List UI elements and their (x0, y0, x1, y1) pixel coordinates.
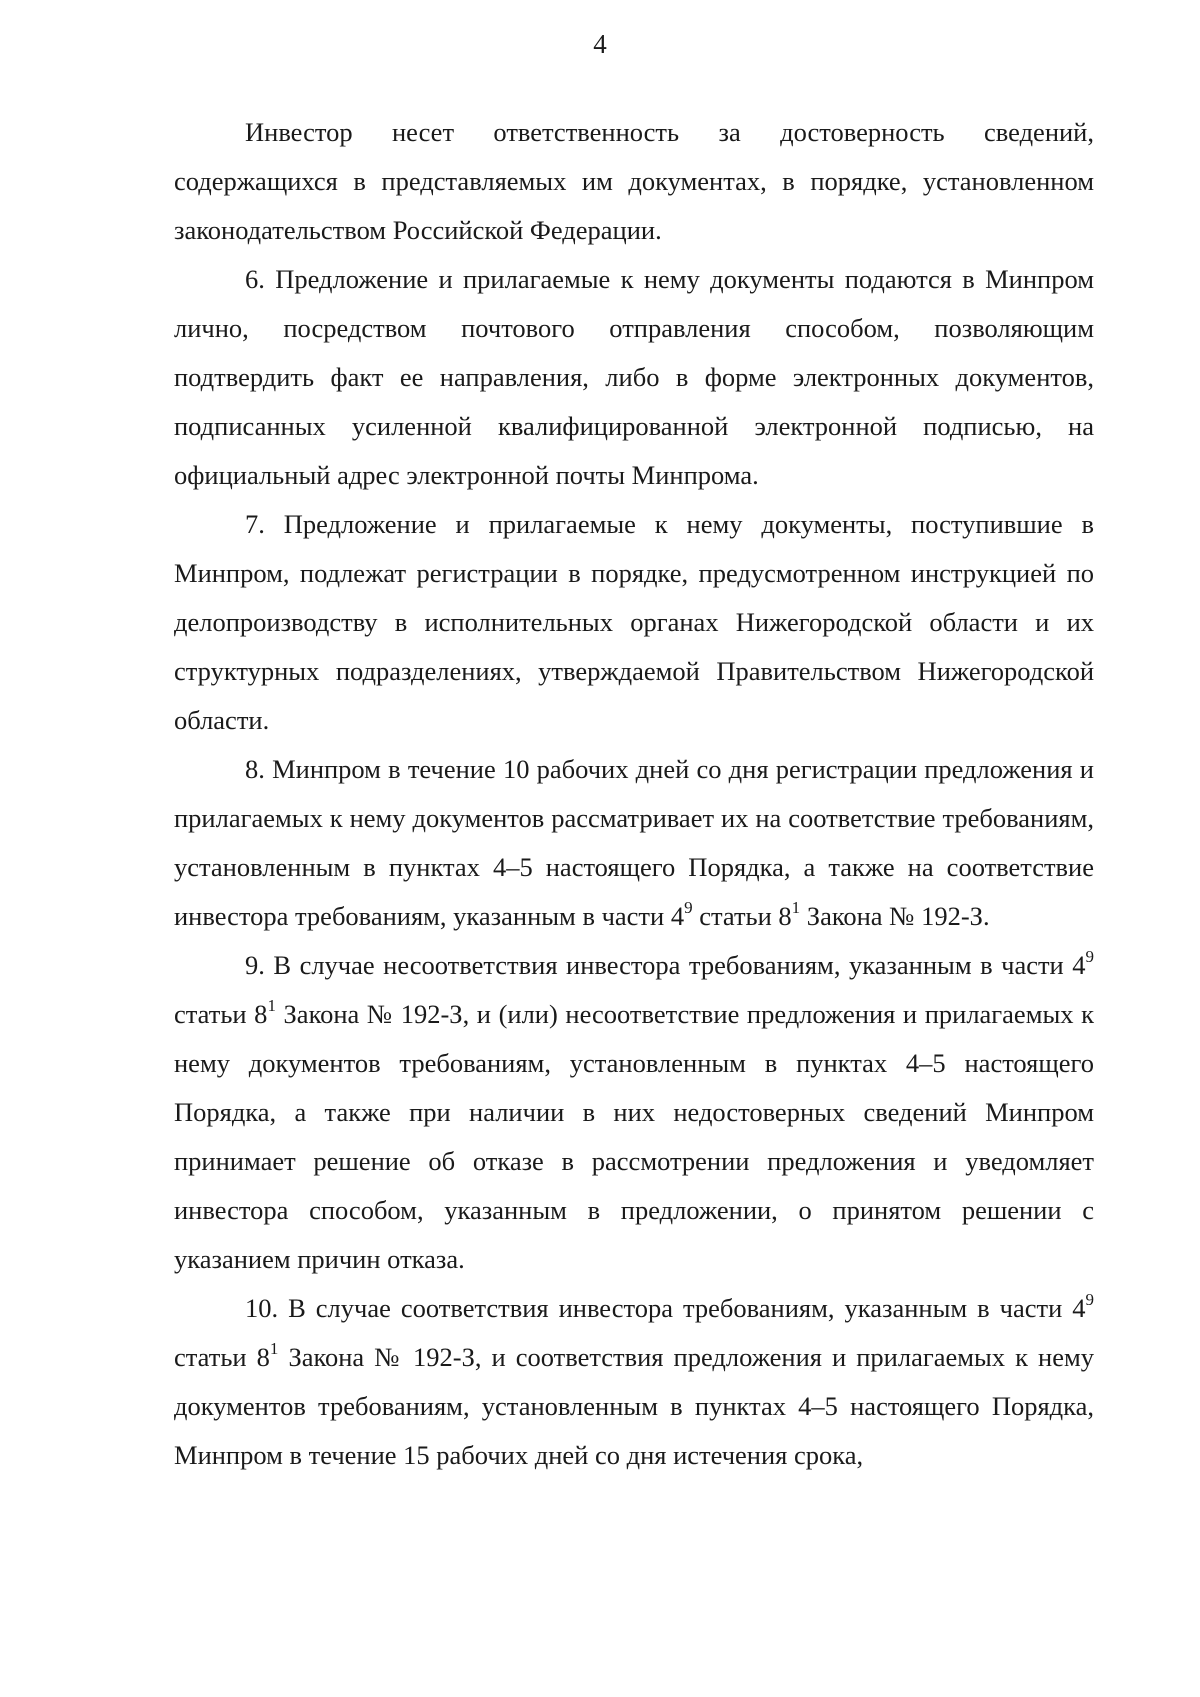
page-number: 4 (593, 29, 607, 59)
text-run: 7. Предложение и прилагаемые к нему документы, поступившие в Минпром, подлежат регистрации в порядке, предусмотренном инструкцией по делопроизводству в исполнительных органах Нижегородской области и их структурных подразделениях, утверждаемой Правительством Нижегородской области. (174, 509, 1094, 735)
superscript: 1 (267, 996, 276, 1016)
text-run: статьи 8 (692, 901, 792, 931)
superscript: 1 (791, 898, 801, 918)
superscript: 1 (269, 1339, 279, 1359)
paragraph-item-6 (174, 255, 1094, 500)
paragraph-investor-responsibility (174, 108, 1094, 255)
superscript: 9 (684, 898, 693, 918)
paragraph-item-10 (174, 1284, 1094, 1480)
text-run: Инвестор несет ответственность за достоверность сведений, содержащихся в представляемых им документах, в порядке, установленном законодательством Российской Федерации. (174, 117, 1094, 245)
text-run: 10. В случае соответствия инвестора требованиям, указанным в части 4 (245, 1293, 1086, 1323)
text-run: Закона № 192-З, и соответствия предложения и прилагаемых к нему документов требованиям, установленным в пунктах 4–5 настоящего Порядка, Минпром в течение 15 рабочих дней со дня истечения срока, (174, 1342, 1094, 1470)
paragraph-item-8 (174, 745, 1094, 941)
paragraph-item-9 (174, 941, 1094, 1284)
text-run: 9. В случае несоответствия инвестора требованиям, указанным в части 4 (245, 950, 1086, 980)
text-run: Закона № 192-З, и (или) несоответствие предложения и прилагаемых к нему документов требованиям, установленным в пунктах 4–5 настоящего Порядка, а также при наличии в них недостоверных сведений Минпром принимает решение об отказе в рассмотрении предложения и уведомляет инвестора способом, указанным в предложении, о принятом решении с указанием причин отказа. (174, 999, 1094, 1274)
text-run: 6. Предложение и прилагаемые к нему документы подаются в Минпром лично, посредством почтового отправления способом, позволяющим подтвердить факт ее направления, либо в форме электронных документов, подписанных усиленной квалифицированной электронной подписью, на официальный адрес электронной почты Минпрома. (174, 264, 1094, 490)
text-run: Закона № 192-З. (800, 901, 990, 931)
superscript: 9 (1085, 1290, 1094, 1310)
text-run: 8. Минпром в течение 10 рабочих дней со дня регистрации предложения и прилагаемых к нему документов рассматривает их на соответствие требованиям, установленным в пунктах 4–5 настоящего Порядка, а также на соответствие инвестора требованиям, указанным в части 4 (174, 754, 1094, 931)
text-run: статьи 8 (174, 1342, 270, 1372)
text-run: статьи 8 (174, 999, 268, 1029)
paragraph-item-7 (174, 500, 1094, 745)
superscript: 9 (1085, 947, 1094, 967)
document-body (174, 108, 1094, 1480)
